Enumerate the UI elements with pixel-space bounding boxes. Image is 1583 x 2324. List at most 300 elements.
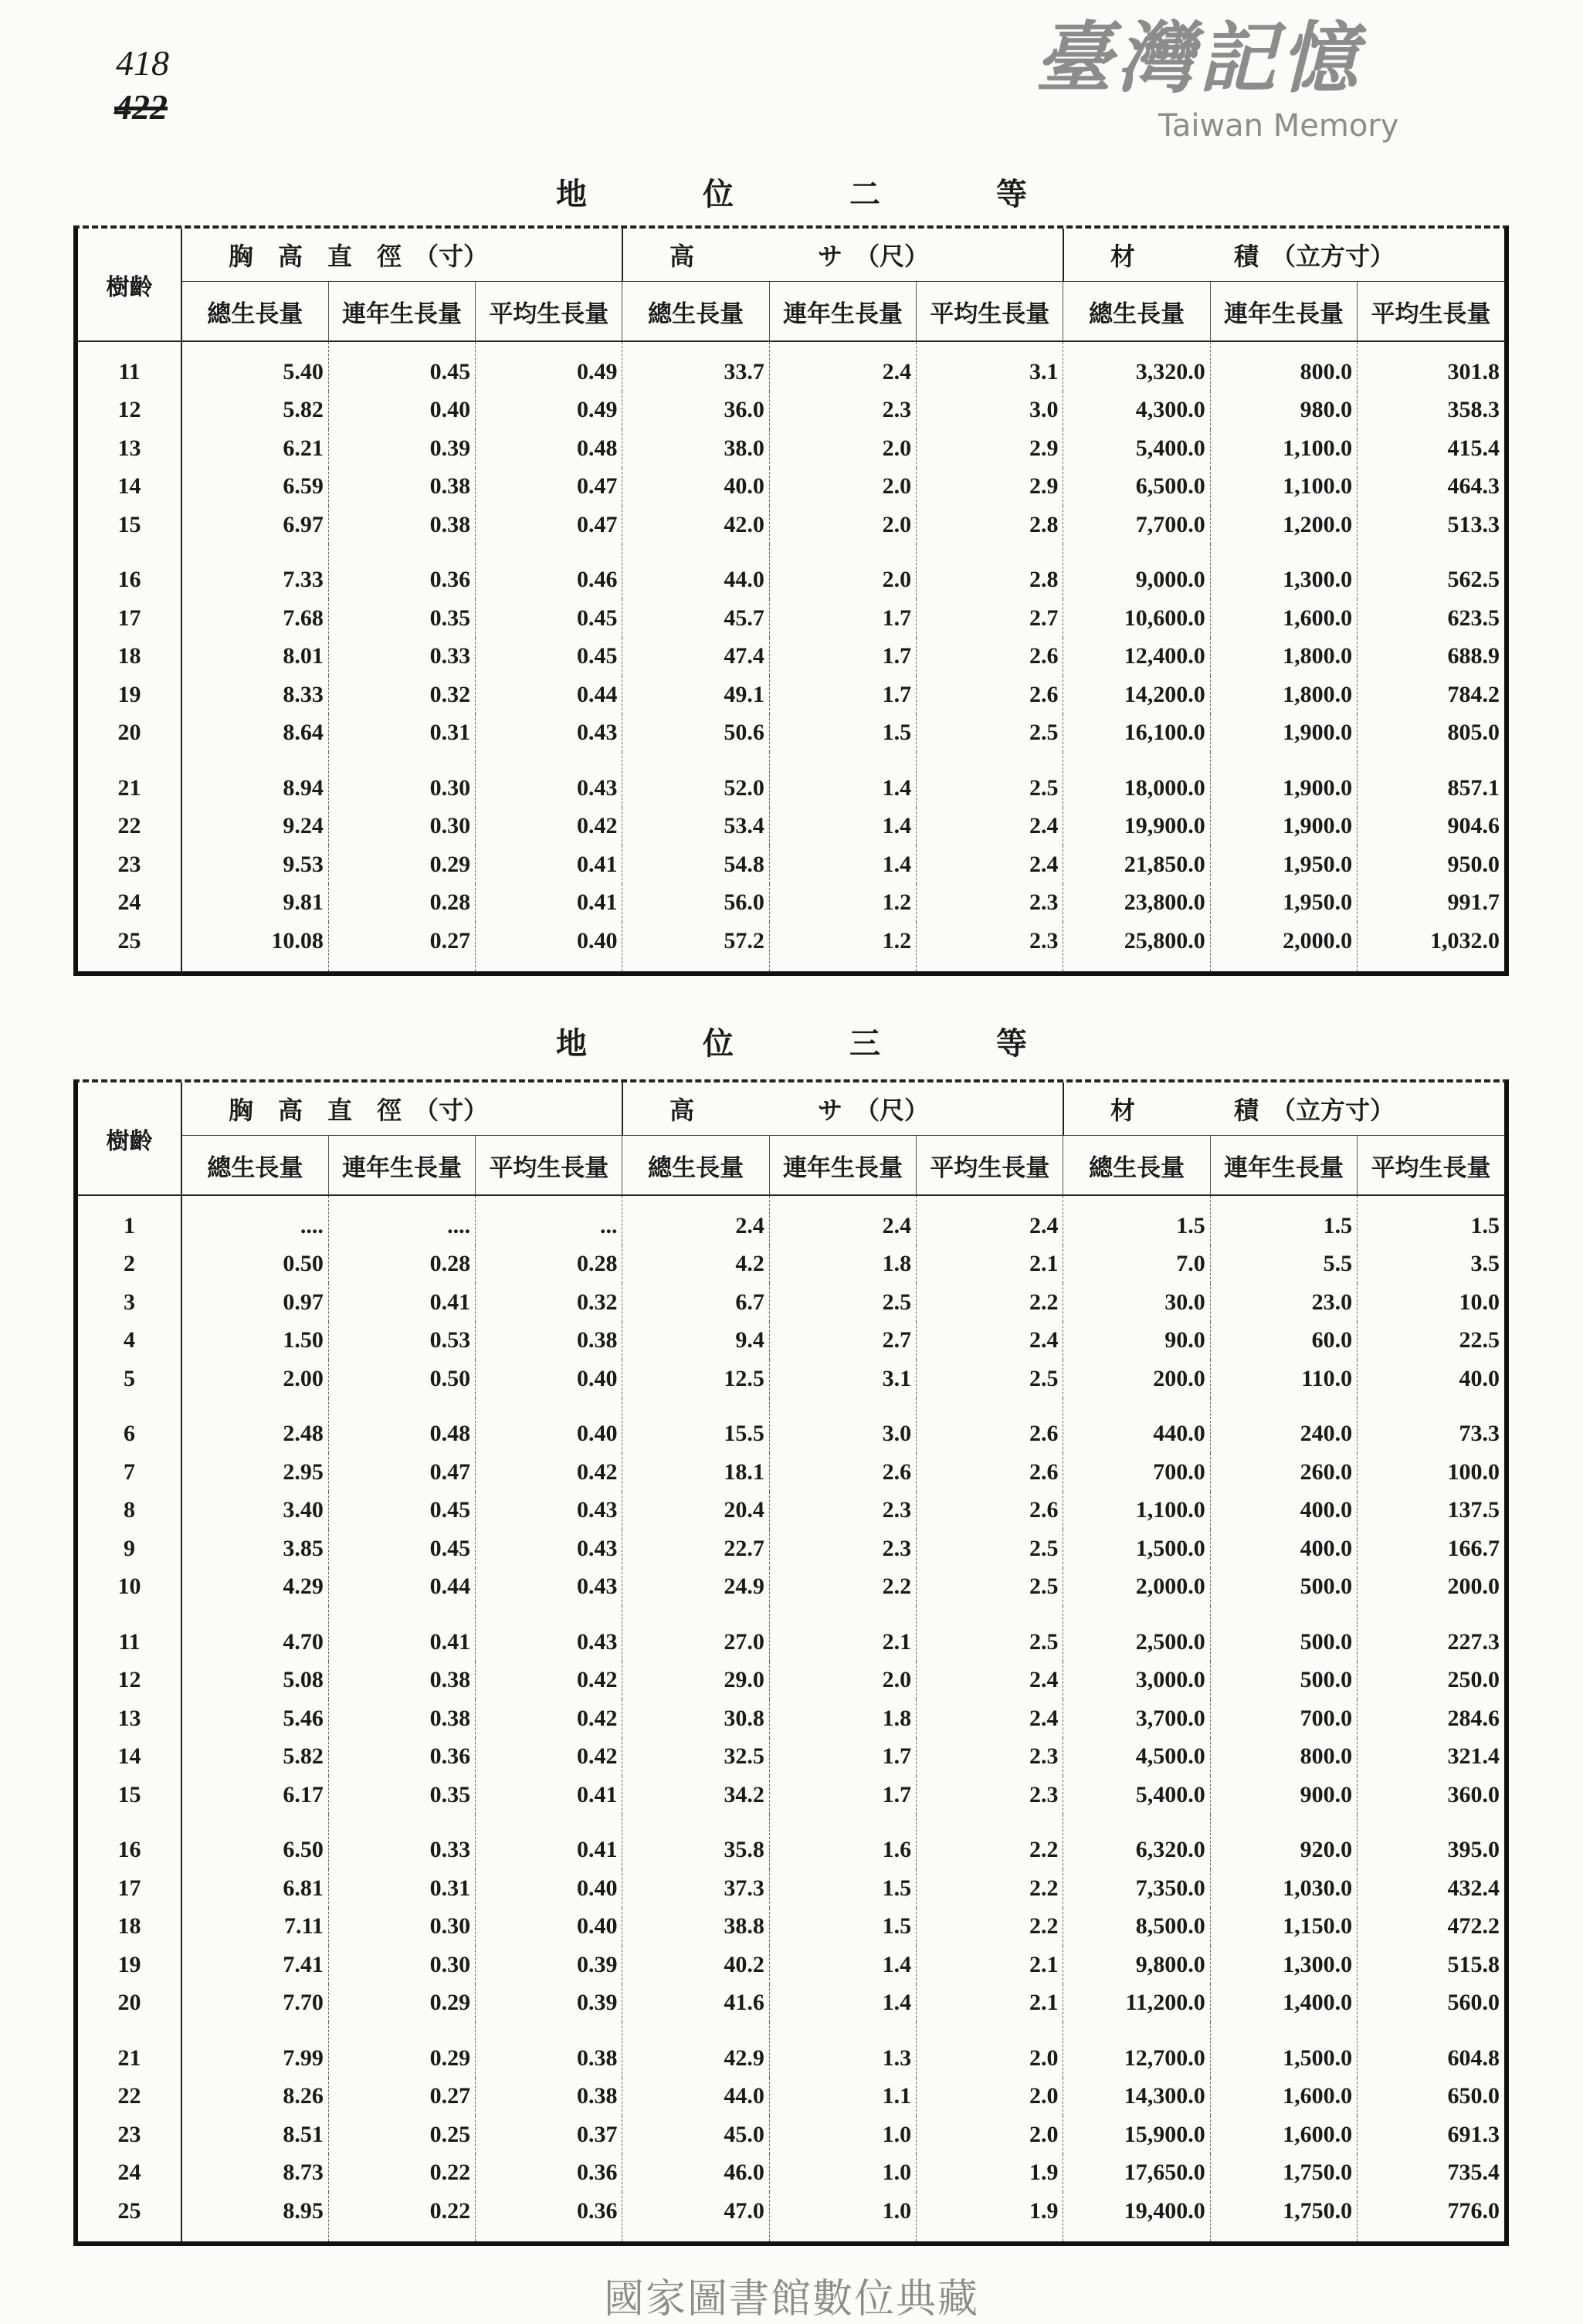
table-row [78, 638, 1504, 676]
value-cell: 2.3 [917, 922, 1063, 971]
table-row [78, 506, 1504, 544]
value-cell: 1.5 [1063, 1195, 1210, 1245]
value-cell: 0.38 [328, 1662, 475, 1700]
sub-header: 連年生長量 [769, 282, 916, 342]
value-cell: 73.3 [1358, 1398, 1504, 1454]
growth-table-grade-2 [73, 225, 1509, 976]
value-cell: 0.43 [476, 714, 622, 753]
value-cell: 38.8 [622, 1908, 769, 1946]
value-cell: 6,320.0 [1063, 1814, 1210, 1870]
value-cell: 2.1 [917, 1245, 1063, 1284]
value-cell: 432.4 [1358, 1869, 1504, 1908]
value-cell: 14,200.0 [1063, 676, 1210, 714]
value-cell: 36.0 [622, 391, 769, 430]
value-cell: 1,600.0 [1210, 2078, 1357, 2116]
title-char: 位 [703, 176, 734, 212]
value-cell: 3.85 [181, 1530, 328, 1568]
value-cell: 2.3 [769, 1530, 916, 1568]
table-row [78, 808, 1504, 846]
value-cell: 0.28 [476, 1245, 622, 1284]
value-cell: 29.0 [622, 1662, 769, 1700]
value-cell: 49.1 [622, 676, 769, 714]
age-cell: 20 [78, 714, 181, 753]
value-cell: 2.7 [769, 1322, 916, 1360]
value-cell: 800.0 [1210, 341, 1357, 391]
value-cell: 1.2 [769, 884, 916, 923]
value-cell: 0.36 [476, 2192, 622, 2241]
value-cell: 920.0 [1210, 1814, 1357, 1870]
value-cell: 44.0 [622, 2078, 769, 2116]
value-cell: 35.8 [622, 1814, 769, 1870]
age-cell: 11 [78, 1606, 181, 1662]
value-cell: 7,350.0 [1063, 1869, 1210, 1908]
value-cell: 9.4 [622, 1322, 769, 1360]
value-cell: 2.5 [917, 1360, 1063, 1398]
value-cell: 1.3 [769, 2022, 916, 2078]
table-row [78, 599, 1504, 638]
value-cell: 90.0 [1063, 1322, 1210, 1360]
value-cell: 250.0 [1358, 1662, 1504, 1700]
value-cell: 2.2 [917, 1814, 1063, 1870]
sub-header: 總生長量 [181, 282, 328, 342]
value-cell: 0.35 [328, 599, 475, 638]
value-cell: 0.47 [328, 1453, 475, 1492]
value-cell: 0.22 [328, 2192, 475, 2241]
value-cell: 2.9 [917, 429, 1063, 468]
value-cell: 32.5 [622, 1738, 769, 1777]
value-cell: 2.2 [917, 1869, 1063, 1908]
value-cell: 2.6 [917, 1453, 1063, 1492]
value-cell: 9.53 [181, 845, 328, 884]
value-cell: 2.5 [917, 752, 1063, 808]
value-cell: 1.6 [769, 1814, 916, 1870]
value-cell: 12,400.0 [1063, 638, 1210, 676]
value-cell: .... [328, 1195, 475, 1245]
table-row [78, 1283, 1504, 1322]
value-cell: 400.0 [1210, 1492, 1357, 1530]
value-cell: 0.42 [476, 1699, 622, 1738]
value-cell: 0.45 [476, 638, 622, 676]
value-cell: 200.0 [1063, 1360, 1210, 1398]
age-cell: 20 [78, 1984, 181, 2023]
value-cell: 0.49 [476, 341, 622, 391]
value-cell: 47.0 [622, 2192, 769, 2241]
age-header: 樹齡 [78, 1082, 181, 1195]
age-cell: 21 [78, 2022, 181, 2078]
group-header-volume: 材 積 （立方寸） [1063, 229, 1504, 282]
value-cell: 688.9 [1358, 638, 1504, 676]
value-cell: 2.9 [917, 468, 1063, 506]
value-cell: 0.38 [328, 1699, 475, 1738]
value-cell: 784.2 [1358, 676, 1504, 714]
value-cell: 1.4 [769, 752, 916, 808]
value-cell: 0.43 [476, 1530, 622, 1568]
value-cell: 6,500.0 [1063, 468, 1210, 506]
value-cell: 2.3 [917, 1776, 1063, 1814]
value-cell: 415.4 [1358, 429, 1504, 468]
value-cell: 0.38 [328, 468, 475, 506]
value-cell: 0.40 [476, 922, 622, 971]
value-cell: 46.0 [622, 2154, 769, 2193]
value-cell: 50.6 [622, 714, 769, 753]
value-cell: 1,800.0 [1210, 676, 1357, 714]
value-cell: 34.2 [622, 1776, 769, 1814]
value-cell: 440.0 [1063, 1398, 1210, 1454]
value-cell: 0.41 [476, 884, 622, 923]
value-cell: 8.26 [181, 2078, 328, 2116]
value-cell: 2.6 [917, 638, 1063, 676]
data-table [78, 1082, 1504, 2241]
value-cell: 700.0 [1210, 1699, 1357, 1738]
age-cell: 24 [78, 884, 181, 923]
table-row [78, 1606, 1504, 1662]
table-row [78, 1530, 1504, 1568]
value-cell: 3,700.0 [1063, 1699, 1210, 1738]
age-cell: 19 [78, 1946, 181, 1984]
value-cell: 1.9 [917, 2192, 1063, 2241]
sub-header: 連年生長量 [769, 1136, 916, 1196]
growth-table-grade-3 [73, 1079, 1509, 2246]
value-cell: 25,800.0 [1063, 922, 1210, 971]
value-cell: 6.59 [181, 468, 328, 506]
value-cell: 0.32 [328, 676, 475, 714]
value-cell: 0.40 [476, 1360, 622, 1398]
table-row [78, 1984, 1504, 2023]
value-cell: 2.1 [769, 1606, 916, 1662]
age-cell: 13 [78, 1699, 181, 1738]
value-cell: 0.43 [476, 1492, 622, 1530]
value-cell: 2.2 [769, 1568, 916, 1607]
table-title-grade-3 [0, 1019, 1583, 1063]
value-cell: 6.81 [181, 1869, 328, 1908]
value-cell: 0.43 [476, 752, 622, 808]
value-cell: 3.40 [181, 1492, 328, 1530]
value-cell: 400.0 [1210, 1530, 1357, 1568]
age-cell: 18 [78, 638, 181, 676]
value-cell: 3.1 [917, 341, 1063, 391]
value-cell: 0.36 [476, 2154, 622, 2193]
value-cell: 623.5 [1358, 599, 1504, 638]
value-cell: 166.7 [1358, 1530, 1504, 1568]
table-row [78, 468, 1504, 506]
value-cell: 1,300.0 [1210, 544, 1357, 600]
value-cell: 23,800.0 [1063, 884, 1210, 923]
page-number: 418 [116, 43, 169, 83]
value-cell: 137.5 [1358, 1492, 1504, 1530]
value-cell: 0.32 [476, 1283, 622, 1322]
value-cell: 56.0 [622, 884, 769, 923]
value-cell: 0.31 [328, 1869, 475, 1908]
group-header-volume: 材 積 （立方寸） [1063, 1082, 1504, 1136]
table-row [78, 1946, 1504, 1984]
table-row [78, 429, 1504, 468]
value-cell: 19,400.0 [1063, 2192, 1210, 2241]
value-cell: 0.40 [476, 1398, 622, 1454]
value-cell: 0.39 [328, 429, 475, 468]
value-cell: 1.1 [769, 2078, 916, 2116]
table-row [78, 391, 1504, 430]
value-cell: 1.8 [769, 1245, 916, 1284]
value-cell: 14,300.0 [1063, 2078, 1210, 2116]
table-row [78, 1814, 1504, 1870]
value-cell: 3.0 [769, 1398, 916, 1454]
age-cell: 2 [78, 1245, 181, 1284]
sub-header: 平均生長量 [476, 282, 622, 342]
value-cell: 8.51 [181, 2116, 328, 2154]
value-cell: 284.6 [1358, 1699, 1504, 1738]
value-cell: 2.5 [917, 1568, 1063, 1607]
value-cell: 0.28 [328, 1245, 475, 1284]
value-cell: 1,600.0 [1210, 599, 1357, 638]
value-cell: 1.5 [769, 714, 916, 753]
value-cell: 691.3 [1358, 2116, 1504, 2154]
value-cell: 11,200.0 [1063, 1984, 1210, 2023]
value-cell: 21,850.0 [1063, 845, 1210, 884]
age-header: 樹齡 [78, 229, 181, 341]
value-cell: 6.21 [181, 429, 328, 468]
value-cell: 30.0 [1063, 1283, 1210, 1322]
table-row [78, 1662, 1504, 1700]
value-cell: 2.0 [769, 544, 916, 600]
value-cell: 7.0 [1063, 1245, 1210, 1284]
value-cell: 5.5 [1210, 1245, 1357, 1284]
value-cell: 8,500.0 [1063, 1908, 1210, 1946]
age-cell: 22 [78, 2078, 181, 2116]
value-cell: 1.4 [769, 845, 916, 884]
value-cell: 0.47 [476, 468, 622, 506]
value-cell: 1.7 [769, 676, 916, 714]
value-cell: 0.35 [328, 1776, 475, 1814]
value-cell: 0.49 [476, 391, 622, 430]
value-cell: 0.47 [476, 506, 622, 544]
age-cell: 25 [78, 922, 181, 971]
value-cell: 2.0 [769, 1662, 916, 1700]
value-cell: 0.30 [328, 808, 475, 846]
sub-header: 平均生長量 [917, 282, 1063, 342]
value-cell: 2,000.0 [1210, 922, 1357, 971]
table-row [78, 1738, 1504, 1777]
value-cell: 0.48 [476, 429, 622, 468]
value-cell: 1,600.0 [1210, 2116, 1357, 2154]
value-cell: 2.3 [769, 391, 916, 430]
value-cell: 1,950.0 [1210, 884, 1357, 923]
age-cell: 21 [78, 752, 181, 808]
value-cell: 7.33 [181, 544, 328, 600]
value-cell: 23.0 [1210, 1283, 1357, 1322]
value-cell: 3.0 [917, 391, 1063, 430]
value-cell: 2.6 [917, 1492, 1063, 1530]
value-cell: 0.27 [328, 2078, 475, 2116]
age-cell: 25 [78, 2192, 181, 2241]
value-cell: 18.1 [622, 1453, 769, 1492]
value-cell: 9,800.0 [1063, 1946, 1210, 1984]
value-cell: 2.6 [769, 1453, 916, 1492]
value-cell: 800.0 [1210, 1738, 1357, 1777]
value-cell: 515.8 [1358, 1946, 1504, 1984]
sub-header: 總生長量 [1063, 282, 1210, 342]
value-cell: 1,300.0 [1210, 1946, 1357, 1984]
value-cell: 1,100.0 [1210, 468, 1357, 506]
page-number-struck: 422 [114, 87, 168, 127]
table-row [78, 1245, 1504, 1284]
value-cell: 472.2 [1358, 1908, 1504, 1946]
value-cell: 0.41 [328, 1606, 475, 1662]
value-cell: 0.43 [476, 1606, 622, 1662]
value-cell: 301.8 [1358, 341, 1504, 391]
value-cell: 1.9 [917, 2154, 1063, 2193]
value-cell: 227.3 [1358, 1606, 1504, 1662]
value-cell: 7,700.0 [1063, 506, 1210, 544]
value-cell: 0.48 [328, 1398, 475, 1454]
age-cell: 10 [78, 1568, 181, 1607]
group-header-diameter: 胸 高 直 徑 （寸） [181, 1082, 622, 1136]
value-cell: 1.0 [769, 2116, 916, 2154]
value-cell: 5.82 [181, 391, 328, 430]
value-cell: 0.28 [328, 884, 475, 923]
table-title-grade-2 [0, 170, 1583, 214]
value-cell: 2.1 [917, 1984, 1063, 2023]
value-cell: 8.73 [181, 2154, 328, 2193]
sub-header: 平均生長量 [476, 1136, 622, 1196]
value-cell: 0.31 [328, 714, 475, 753]
value-cell: 2.48 [181, 1398, 328, 1454]
value-cell: 0.37 [476, 2116, 622, 2154]
value-cell: 950.0 [1358, 845, 1504, 884]
value-cell: 2.0 [917, 2022, 1063, 2078]
value-cell: 4.2 [622, 1245, 769, 1284]
value-cell: 0.41 [476, 845, 622, 884]
age-cell: 7 [78, 1453, 181, 1492]
value-cell: 500.0 [1210, 1662, 1357, 1700]
value-cell: 7.11 [181, 1908, 328, 1946]
value-cell: 1,900.0 [1210, 714, 1357, 753]
value-cell: 41.6 [622, 1984, 769, 2023]
value-cell: 2.1 [917, 1946, 1063, 1984]
age-cell: 5 [78, 1360, 181, 1398]
value-cell: 0.50 [328, 1360, 475, 1398]
value-cell: 4,300.0 [1063, 391, 1210, 430]
value-cell: 2,000.0 [1063, 1568, 1210, 1607]
title-char: 二 [849, 176, 880, 212]
value-cell: 2.8 [917, 544, 1063, 600]
value-cell: 513.3 [1358, 506, 1504, 544]
value-cell: 1.5 [769, 1908, 916, 1946]
value-cell: 2.4 [769, 341, 916, 391]
table-row [78, 1568, 1504, 1607]
value-cell: 30.8 [622, 1699, 769, 1738]
age-cell: 14 [78, 468, 181, 506]
table-row [78, 1776, 1504, 1814]
age-cell: 1 [78, 1195, 181, 1245]
sub-header: 平均生長量 [1358, 282, 1504, 342]
value-cell: 1,900.0 [1210, 808, 1357, 846]
value-cell: 3.1 [769, 1360, 916, 1398]
value-cell: 0.45 [476, 599, 622, 638]
sub-header: 連年生長量 [328, 1136, 475, 1196]
value-cell: 9.24 [181, 808, 328, 846]
value-cell: 7.99 [181, 2022, 328, 2078]
age-cell: 4 [78, 1322, 181, 1360]
table-row [78, 922, 1504, 971]
sub-header: 平均生長量 [917, 1136, 1063, 1196]
value-cell: 2.6 [917, 676, 1063, 714]
value-cell: 805.0 [1358, 714, 1504, 753]
value-cell: 604.8 [1358, 2022, 1504, 2078]
value-cell: 57.2 [622, 922, 769, 971]
value-cell: 1.4 [769, 1946, 916, 1984]
sub-header: 總生長量 [181, 1136, 328, 1196]
value-cell: 7.68 [181, 599, 328, 638]
value-cell: 0.41 [476, 1814, 622, 1870]
table-row [78, 1322, 1504, 1360]
value-cell: 2.4 [769, 1195, 916, 1245]
value-cell: 45.0 [622, 2116, 769, 2154]
value-cell: 1,500.0 [1063, 1530, 1210, 1568]
value-cell: 0.38 [476, 1322, 622, 1360]
value-cell: 2.0 [917, 2078, 1063, 2116]
age-cell: 16 [78, 544, 181, 600]
value-cell: 1.0 [769, 2154, 916, 2193]
value-cell: 0.97 [181, 1283, 328, 1322]
value-cell: 1,500.0 [1210, 2022, 1357, 2078]
value-cell: 2.2 [917, 1283, 1063, 1322]
table-row [78, 2116, 1504, 2154]
value-cell: 0.36 [328, 1738, 475, 1777]
value-cell: 100.0 [1358, 1453, 1504, 1492]
sub-header: 連年生長量 [1210, 1136, 1357, 1196]
watermark-logo: 臺灣記憶 [1035, 12, 1362, 103]
value-cell: 0.40 [476, 1869, 622, 1908]
value-cell: 0.38 [328, 506, 475, 544]
value-cell: 0.30 [328, 752, 475, 808]
table-row [78, 1699, 1504, 1738]
value-cell: 0.33 [328, 638, 475, 676]
value-cell: 24.9 [622, 1568, 769, 1607]
value-cell: 54.8 [622, 845, 769, 884]
value-cell: 0.40 [476, 1908, 622, 1946]
value-cell: 52.0 [622, 752, 769, 808]
value-cell: 0.30 [328, 1908, 475, 1946]
value-cell: 0.44 [328, 1568, 475, 1607]
value-cell: 1.8 [769, 1699, 916, 1738]
value-cell: 12.5 [622, 1360, 769, 1398]
age-cell: 11 [78, 341, 181, 391]
value-cell: 464.3 [1358, 468, 1504, 506]
value-cell: 0.46 [476, 544, 622, 600]
value-cell: 110.0 [1210, 1360, 1357, 1398]
age-cell: 9 [78, 1530, 181, 1568]
value-cell: 42.9 [622, 2022, 769, 2078]
table-row [78, 341, 1504, 391]
value-cell: 40.0 [1358, 1360, 1504, 1398]
age-cell: 6 [78, 1398, 181, 1454]
value-cell: 5,400.0 [1063, 1776, 1210, 1814]
value-cell: 53.4 [622, 808, 769, 846]
value-cell: 47.4 [622, 638, 769, 676]
age-cell: 23 [78, 2116, 181, 2154]
table-row [78, 2022, 1504, 2078]
value-cell: 0.42 [476, 1662, 622, 1700]
value-cell: 22.7 [622, 1530, 769, 1568]
value-cell: 0.29 [328, 2022, 475, 2078]
value-cell: 0.45 [328, 1530, 475, 1568]
value-cell: 2.0 [769, 468, 916, 506]
value-cell: 15,900.0 [1063, 2116, 1210, 2154]
value-cell: 2.5 [769, 1283, 916, 1322]
age-cell: 23 [78, 845, 181, 884]
value-cell: 857.1 [1358, 752, 1504, 808]
value-cell: 8.95 [181, 2192, 328, 2241]
